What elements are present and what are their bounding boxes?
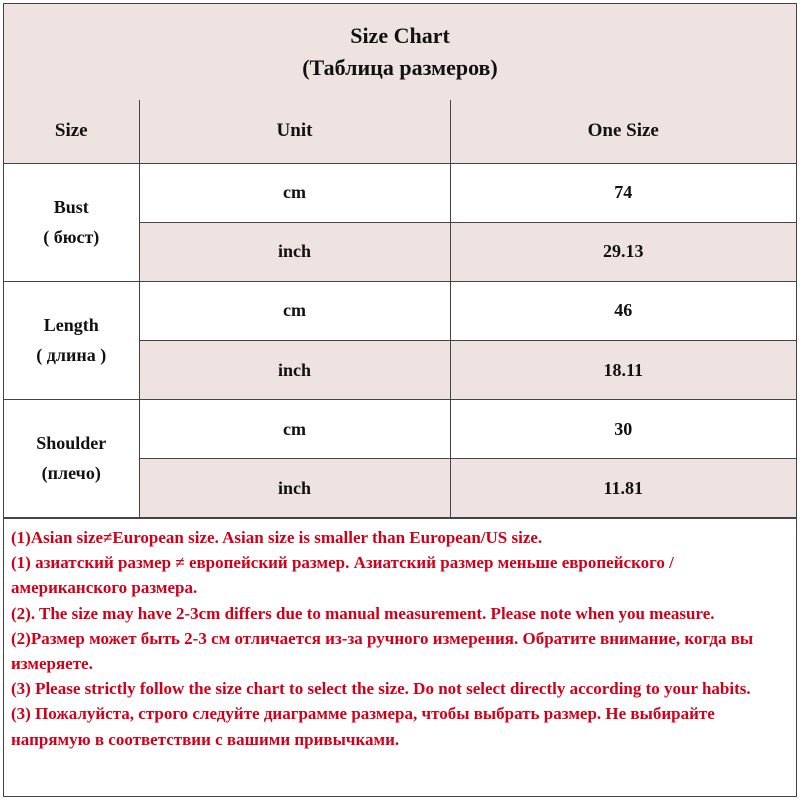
unit-cell: inch: [139, 223, 450, 282]
note-3-ru: (3) Пожалуйста, строго следуйте диаграмме размера, чтобы выбрать размер. Не выбирайте напрямую в соответствии с вашими привычками.: [11, 704, 715, 749]
header-size: Size: [4, 100, 139, 163]
size-name-ru: (плечо): [41, 463, 101, 484]
unit-cell: inch: [139, 341, 450, 400]
table-header-row: [4, 100, 796, 163]
size-name-ru: ( бюст): [43, 227, 100, 248]
header-one-size: One Size: [450, 100, 796, 163]
unit-cell: inch: [139, 459, 450, 518]
unit-cell: cm: [139, 163, 450, 223]
size-chart: [3, 3, 797, 797]
size-notes: [4, 518, 796, 796]
unit-cell: cm: [139, 281, 450, 341]
size-table: [4, 100, 796, 518]
table-row: [4, 163, 796, 223]
size-label-shoulder: [4, 399, 139, 517]
chart-title: [4, 4, 796, 101]
note-1-ru: (1) азиатский размер ≠ европейский размер. Азиатский размер меньше европейского / американского размера.: [11, 553, 674, 598]
note-2-en: (2). The size may have 2-3cm differs due to manual measurement. Please note when you measure.: [11, 603, 715, 623]
value-cell: 18.11: [450, 341, 796, 400]
size-name-en: Shoulder: [36, 433, 107, 454]
size-label-length: [4, 281, 139, 399]
size-name-ru: ( длина ): [36, 345, 107, 366]
unit-cell: cm: [139, 399, 450, 459]
size-label-bust: [4, 163, 139, 281]
value-cell: 11.81: [450, 459, 796, 518]
value-cell: 46: [450, 281, 796, 341]
note-1-en: (1)Asian size≠European size. Asian size is smaller than European/US size.: [11, 528, 543, 547]
value-cell: 29.13: [450, 223, 796, 282]
title-english: Size Chart: [350, 23, 450, 48]
note-3-en: (3) Please strictly follow the size chart to select the size. Do not select directly according to your habits.: [11, 679, 751, 699]
table-row: [4, 281, 796, 341]
value-cell: 30: [450, 399, 796, 459]
size-name-en: Length: [43, 315, 99, 336]
value-cell: 74: [450, 163, 796, 223]
table-row: [4, 399, 796, 459]
title-russian: (Таблица размеров): [302, 55, 498, 80]
size-name-en: Bust: [53, 197, 89, 218]
note-2-ru: (2)Размер может быть 2-3 см отличается из-за ручного измерения. Обратите внимание, когда вы измеряете.: [11, 628, 754, 674]
header-unit: Unit: [139, 100, 450, 163]
